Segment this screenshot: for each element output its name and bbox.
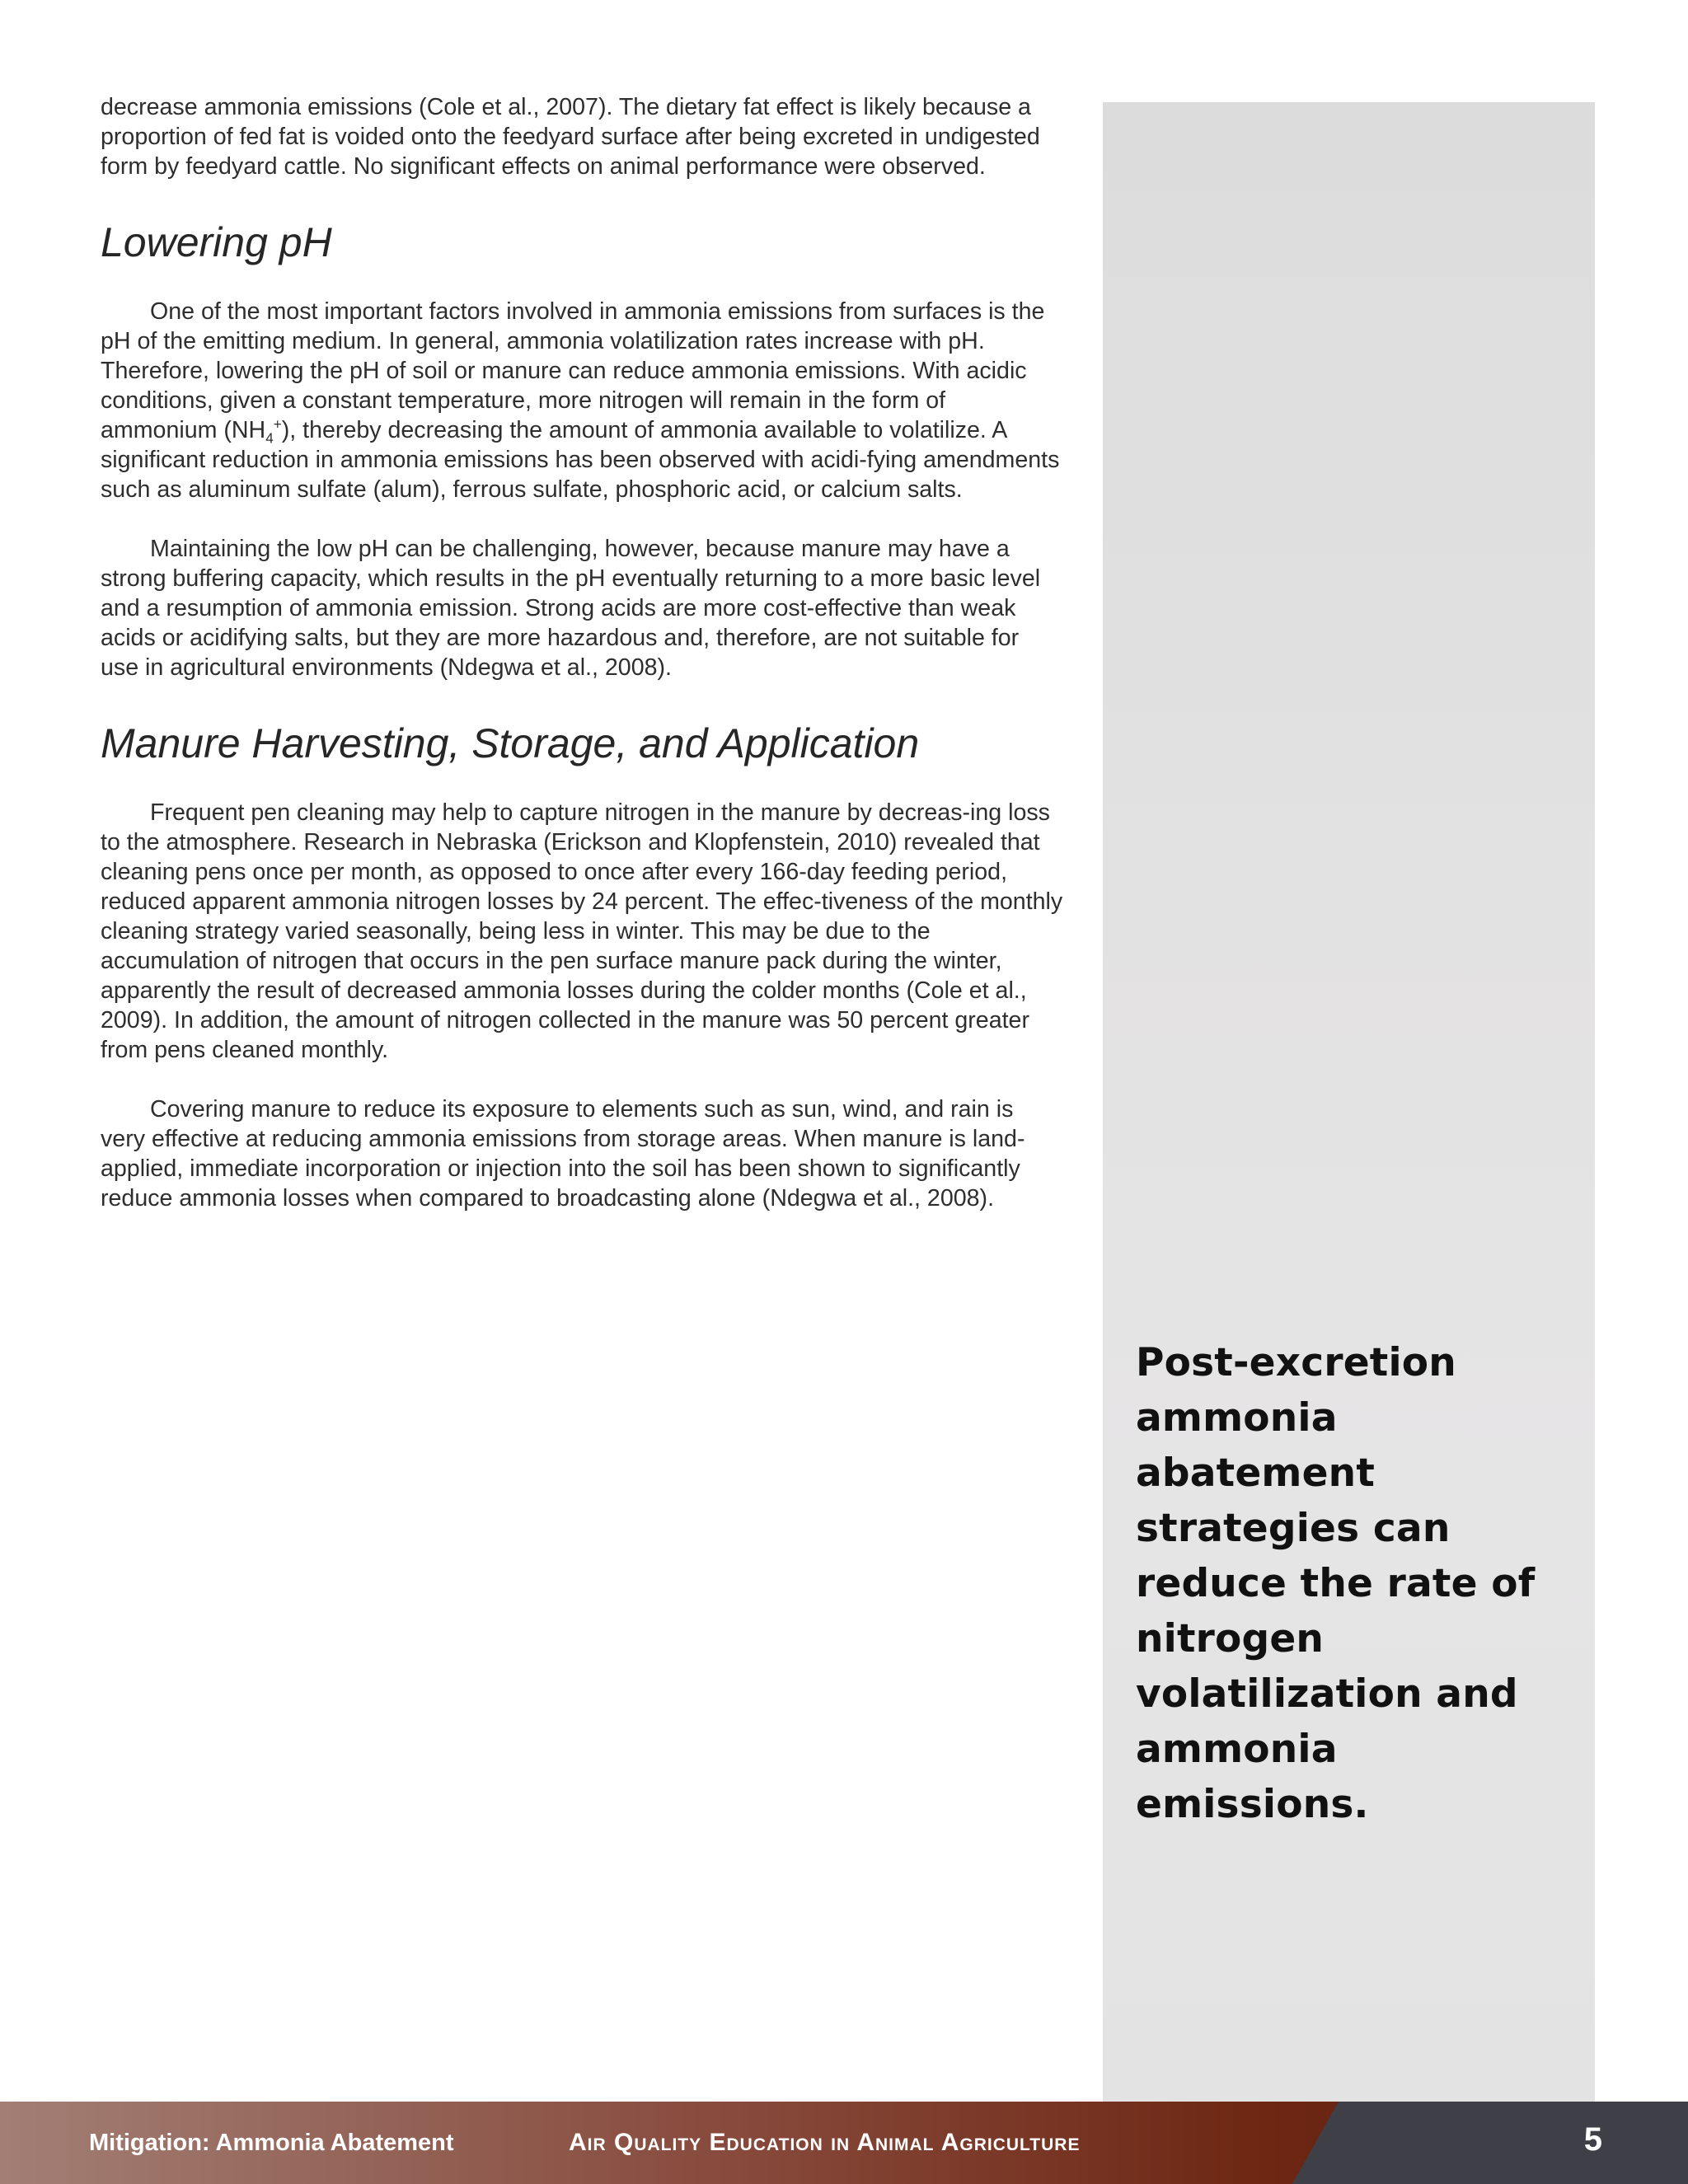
main-column (101, 92, 1063, 1213)
footer-bar (0, 2102, 1688, 2184)
heading-manure-harvesting: Manure Harvesting, Storage, and Application (101, 720, 920, 766)
paragraph-lowering-ph-1-part-a: One of the most important factors involved in ammonia emissions from surfaces is the pH of the emitting medium. In general, ammonia volatilization rates increase with pH. Therefore, lowering the pH of soil or manure can reduce ammonia emissions. With acidic conditions, given a constant temperature, more nitrogen will remain in the form of ammonium (NH (101, 298, 1045, 443)
footer-page-tab (1292, 2102, 1688, 2184)
paragraph-manure-1: Frequent pen cleaning may help to capture nitrogen in the manure by decreas-ing loss to the atmosphere. Research in Nebraska (Erickson and Klopfenstein, 2010) revealed that cleaning pens once per month, as opposed to once after every 166-day feeding period, reduced apparent ammonia nitrogen losses by 24 percent. The effec-tiveness of the monthly cleaning strategy varied seasonally, being less in winter. This may be due to the accumulation of nitrogen that occurs in the pen surface manure pack during the winter, apparently the result of decreased ammonia losses during the colder months (Cole et al., 2009). In addition, the amount of nitrogen collected in the manure was 50 percent greater from pens cleaned monthly. (101, 799, 1063, 1063)
callout-quote: Post-excretion ammonia abatement strategies can reduce the rate of nitrogen volatilization and ammonia emissions. (1136, 1340, 1536, 1827)
footer-publication-title: Air Quality Education in Animal Agriculture (569, 2129, 1081, 2156)
intro-paragraph: decrease ammonia emissions (Cole et al., 2007). The dietary fat effect is likely because a proportion of fed fat is voided onto the feedyard surface after being excreted in undigested form by feedyard cattle. No significant effects on animal performance were observed. (101, 94, 1040, 180)
paragraph-lowering-ph-1 (101, 297, 1063, 504)
paragraph-lowering-ph-2: Maintaining the low pH can be challenging, however, because manure may have a strong buffering capacity, which results in the pH eventually returning to a more basic level and a resumption of ammonia emission. Strong acids are more cost-effective than weak acids or acidifying salts, but they are more hazardous and, therefore, are not suitable for use in agricultural environments (Ndegwa et al., 2008). (101, 536, 1041, 681)
footer-section-title: Mitigation: Ammonia Abatement (89, 2130, 454, 2156)
paragraph-lowering-ph-1-part-b: ), thereby decreasing the amount of ammonia available to volatilize. A significant reduction in ammonia emissions has been observed with acidi-fying amendments such as aluminum sulfate (alum), ferrous sulfate, phosphoric acid, or calcium salts. (101, 417, 1060, 503)
heading-lowering-ph: Lowering pH (101, 219, 332, 265)
ammonium-subscript: 4 (265, 429, 274, 447)
paragraph-manure-2: Covering manure to reduce its exposure to elements such as sun, wind, and rain is very effective at reducing ammonia emissions from storage areas. When manure is land-applied, immediate incorporation or injection into the soil has been shown to significantly reduce ammonia losses when compared to broadcasting alone (Ndegwa et al., 2008). (101, 1096, 1025, 1212)
ammonium-superscript: + (273, 415, 282, 433)
page-number: 5 (1583, 2121, 1602, 2158)
